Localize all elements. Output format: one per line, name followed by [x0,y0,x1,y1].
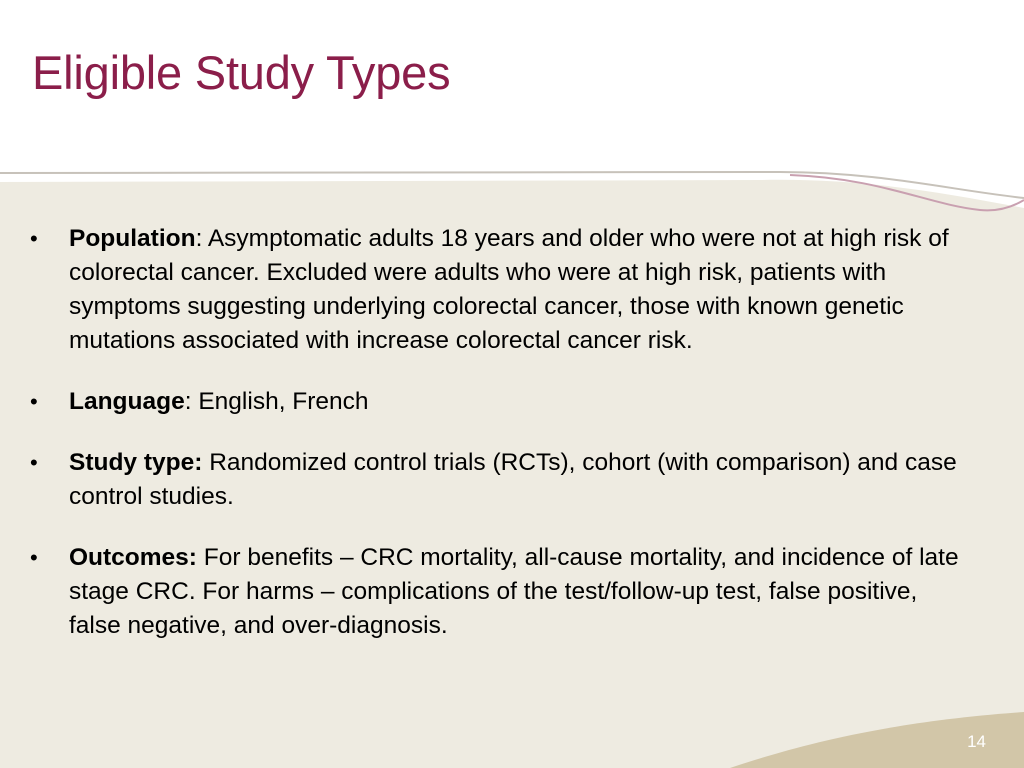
bullet-study-type [30,446,970,514]
bullet-body: English, French [191,388,369,415]
bullet-text [69,446,970,514]
bullet-population [30,222,970,358]
bullet-label: Language [69,388,185,415]
bullet-dot-icon: • [30,226,38,251]
bullet-label: Population [69,225,196,252]
bullet-language [30,385,970,419]
bullet-list [30,222,970,670]
bullet-body: For benefits – CRC mortality, all-cause mortality, and incidence of late stage CRC. For harms – complications of the test/follow-up test, false positive, false negative, and over-diagnosis. [69,544,959,639]
bullet-text [69,541,970,643]
bullet-text [69,222,970,358]
bullet-body: Asymptomatic adults 18 years and older who were not at high risk of colorectal cancer. Excluded were adults who were at high risk, patients with symptoms suggesting underlying colorectal cancer, those with known genetic mutations associated with increase colorectal cancer risk. [69,225,949,354]
bullet-dot-icon: • [30,389,38,414]
bullet-label: Outcomes: [69,544,197,571]
slide-title: Eligible Study Types [32,46,451,99]
bullet-label: Study type: [69,449,203,476]
bullet-dot-icon: • [30,545,38,570]
bullet-dot-icon: • [30,450,38,475]
bullet-outcomes [30,541,970,643]
bullet-text [69,385,970,419]
bullet-body: Randomized control trials (RCTs), cohort (with comparison) and case control studies. [69,449,957,510]
bullet-separator: : [184,388,192,415]
page-number: 14 [967,732,986,751]
bullet-separator: : [195,225,203,252]
